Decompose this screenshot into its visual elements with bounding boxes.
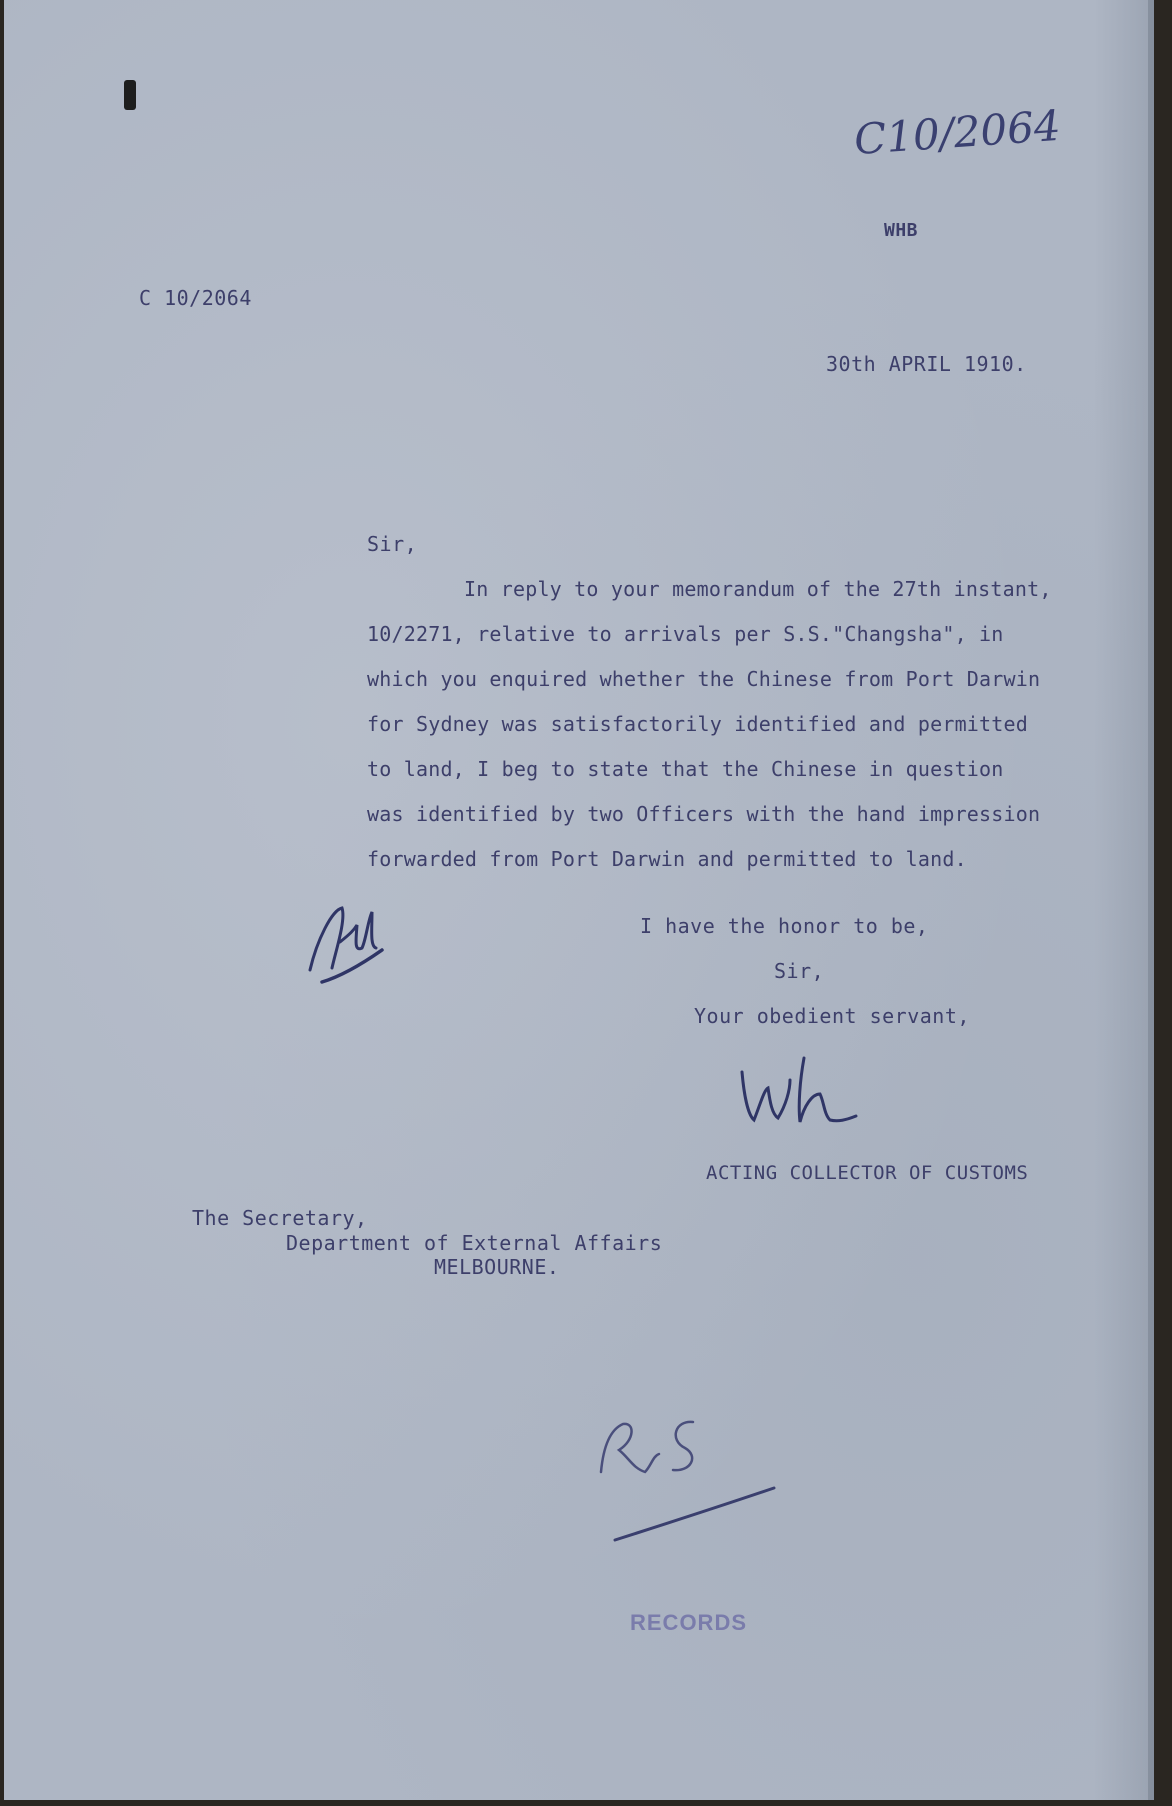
reference-number: C 10/2064 — [139, 286, 252, 310]
records-stamp: RECORDS — [630, 1610, 748, 1635]
body-line-5: to land, I beg to state that the Chinese in question — [367, 757, 1004, 781]
body-line-4: for Sydney was satisfactorily identified and permitted — [367, 712, 1029, 736]
body-line-1: In reply to your memorandum of the 27th instant, — [464, 577, 1052, 601]
closing-line-3: Your obedient servant, — [694, 1004, 970, 1028]
body-line-2: 10/2271, relative to arrivals per S.S."Changsha", in — [367, 622, 1004, 646]
bottom-initials-mark — [589, 1400, 789, 1550]
addressee-line-2: Department of External Affairs — [286, 1231, 663, 1255]
handwritten-file-number: C10/2064 — [852, 100, 1063, 165]
page-edge-shadow — [1094, 0, 1154, 1800]
typed-initials: WHB — [884, 220, 919, 241]
salutation: Sir, — [367, 532, 418, 556]
punch-hole — [124, 80, 136, 110]
addressee-line-3: MELBOURNE. — [434, 1255, 560, 1279]
margin-initials-mark — [302, 890, 392, 990]
body-line-7: forwarded from Port Darwin and permitted to land. — [367, 847, 967, 871]
signature-mark — [734, 1050, 874, 1130]
body-line-3: which you enquired whether the Chinese from Port Darwin — [367, 667, 1041, 691]
signatory-title: ACTING COLLECTOR OF CUSTOMS — [706, 1162, 1029, 1184]
document-page — [4, 0, 1154, 1800]
letter-date: 30th APRIL 1910. — [826, 352, 1027, 376]
closing-line-1: I have the honor to be, — [640, 914, 929, 938]
closing-line-2: Sir, — [774, 959, 825, 983]
body-line-6: was identified by two Officers with the hand impression — [367, 802, 1041, 826]
addressee-line-1: The Secretary, — [192, 1206, 368, 1230]
